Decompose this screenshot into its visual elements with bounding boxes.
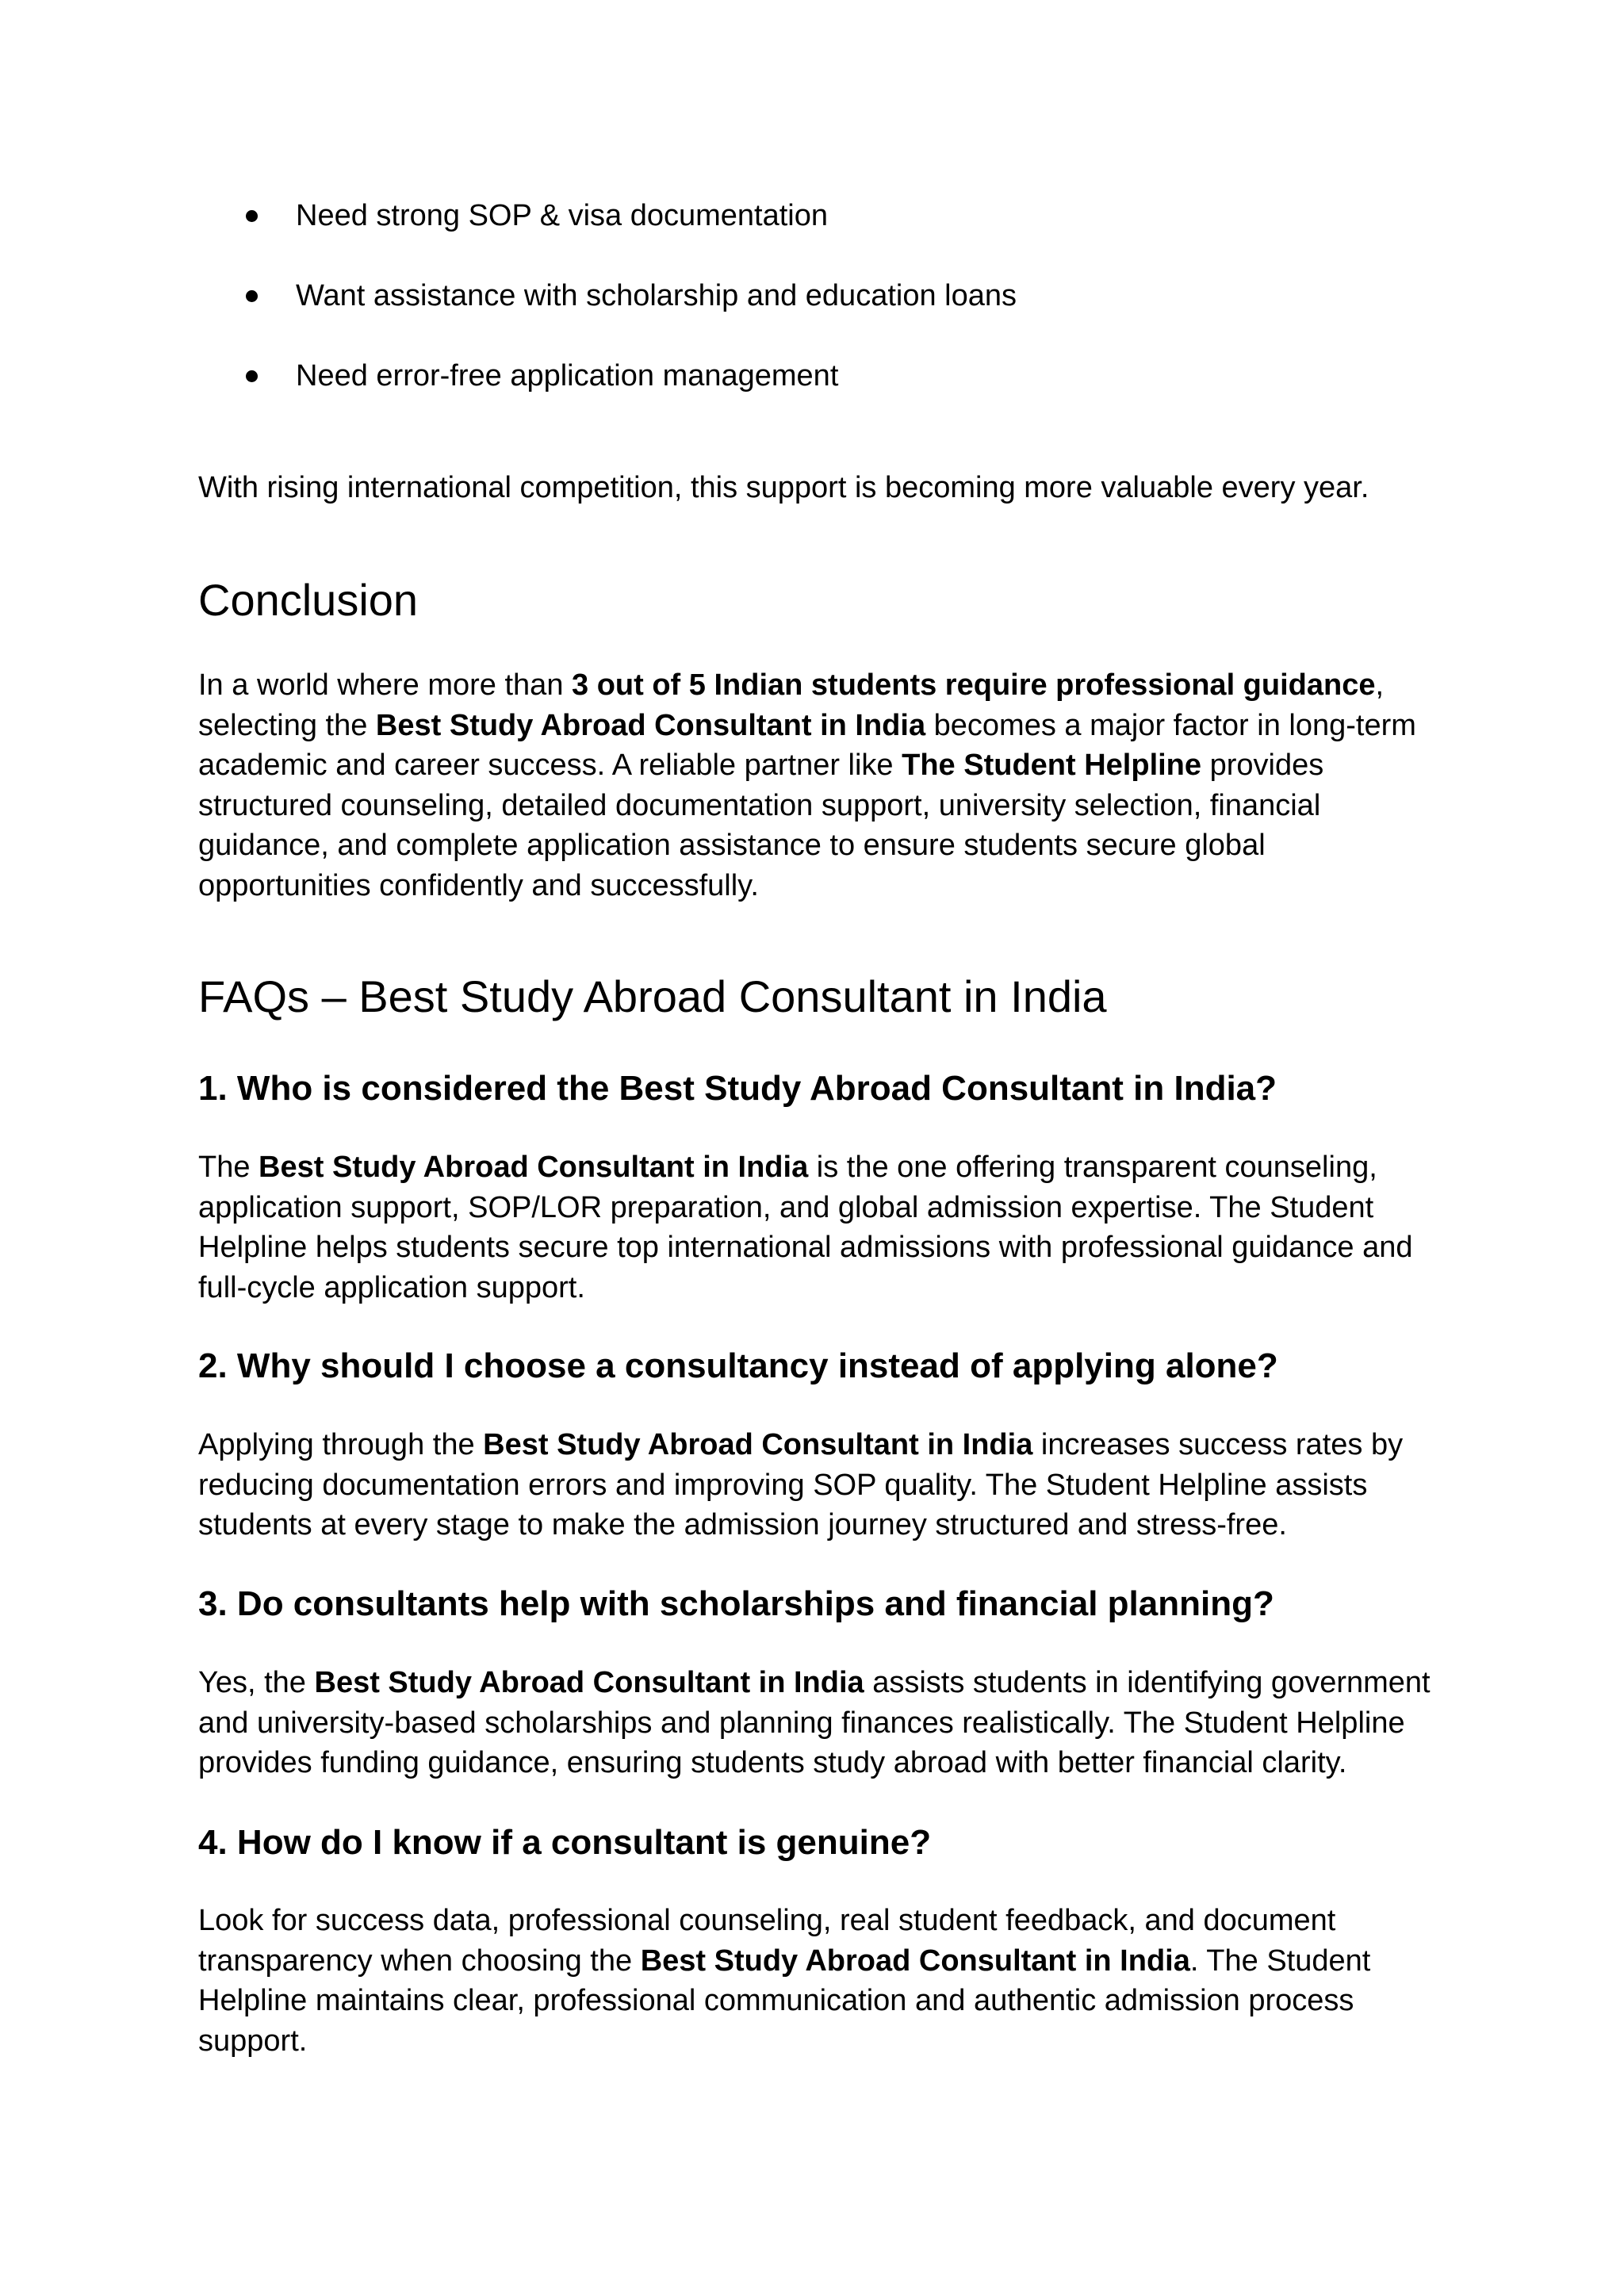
faq-question-1: 1. Who is considered the Best Study Abroad Consultant in India? [198,1069,1277,1108]
faq-answer-1: The Best Study Abroad Consultant in India is the one offering transparent counseling, application support, SOP/LOR preparation, and global admission expertise. The Student Helpline helps students secure top international admissions with professional guidance and full-cycle application support. [198,1151,1413,1304]
bullet-icon [246,370,258,382]
bullet-icon [246,290,258,302]
conclusion-heading: Conclusion [198,575,419,625]
faq-answer-2: Applying through the Best Study Abroad Consultant in India increases success rates by reducing documentation errors and improving SOP quality. The Student Helpline assists students at every stage to make the admission journey structured and stress-free. [198,1428,1404,1541]
faq-answer-4: Look for success data, professional counseling, real student feedback, and document transparency when choosing the Best Study Abroad Consultant in India. The Student Helpline maintains clear, professional communication and authentic admission process support. [198,1904,1371,2058]
faq-heading: FAQs – Best Study Abroad Consultant in India [198,971,1107,1021]
faq-question-4: 4. How do I know if a consultant is genuine? [198,1823,932,1862]
faq-question-3: 3. Do consultants help with scholarships and financial planning? [198,1584,1274,1623]
list-item: Want assistance with scholarship and education loans [246,277,1017,315]
faq-question-2: 2. Why should I choose a consultancy instead of applying alone? [198,1346,1278,1385]
bullet-list [246,197,1017,437]
list-item: Need error-free application management [246,357,1017,395]
bullet-icon [246,210,258,222]
conclusion-paragraph: In a world where more than 3 out of 5 Indian students require professional guidance, selecting the Best Study Abroad Consultant in India becomes a major factor in long-term academic and career success. A reliable partner like The Student Helpline provides structured counseling, detailed documentation support, university selection, financial guidance, and complete application assistance to ensure students secure global opportunities confidently and successfully. [198,668,1416,902]
list-item: Need strong SOP & visa documentation [246,197,1017,235]
intro-paragraph: With rising international competition, this support is becoming more valuable every year. [198,471,1369,504]
faq-answer-3: Yes, the Best Study Abroad Consultant in India assists students in identifying government and university-based scholarships and planning finances realistically. The Student Helpline provides funding guidance, ensuring students study abroad with better financial clarity. [198,1666,1431,1779]
